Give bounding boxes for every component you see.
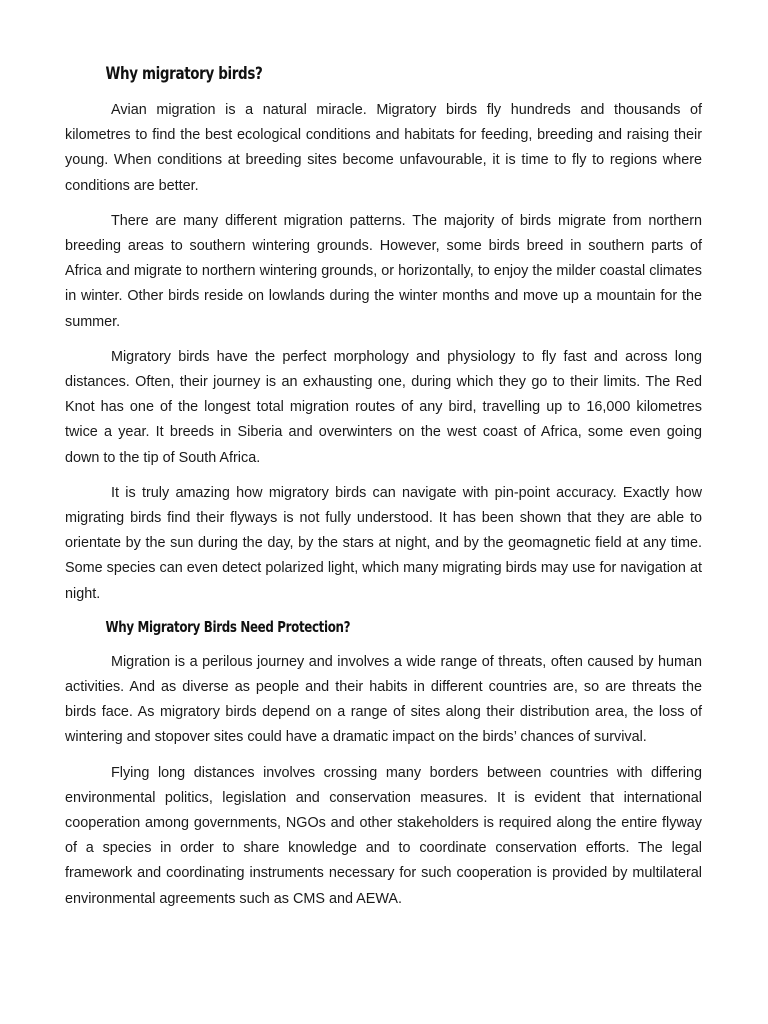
paragraph-morphology-physiology: Migratory birds have the perfect morphology and physiology to fly fast and across long distances. Often, their journey is an exhausting one, during which they go to their limits. The Red Knot has one of the longest total migration routes of any bird, travelling up to 16,000 kilometres twice a year. It breeds in Siberia and overwinters on the west coast of Africa, some even going down to the tip of South Africa. [65, 348, 702, 466]
paragraph-navigation: It is truly amazing how migratory birds can navigate with pin-point accuracy. Exactly how migrating birds find their flyways is not fully understood. It has been shown that they are able to orientate by the sun during the day, by the stars at night, and by the geomagnetic field at any time. Some species can even detect polarized light, which many migrating birds may use for navigation at night. [65, 484, 702, 602]
paragraph-international-cooperation: Flying long distances involves crossing many borders between countries with differing environmental politics, legislation and conservation measures. It is evident that international cooperation among governments, NGOs and other stakeholders is required along the entire flyway of a species in order to share knowledge and to coordinate conservation efforts. The legal framework and coordinating instruments necessary for such cooperation is provided by multilateral environmental agreements such as CMS and AEWA. [65, 764, 702, 907]
section-heading-need-protection: Why Migratory Birds Need Protection? [105, 617, 351, 636]
paragraph-perilous-journey: Migration is a perilous journey and involves a wide range of threats, often caused by human activities. And as diverse as people and their habits in different countries are, so are threats the birds face. As migratory birds depend on a range of sites along their distribution area, the loss of wintering and stopover sites could have a dramatic impact on the birds’ chances of survival. [65, 653, 702, 746]
paragraph-migration-patterns: There are many different migration patterns. The majority of birds migrate from northern breeding areas to southern wintering grounds. However, some birds breed in southern parts of Africa and migrate to northern wintering grounds, or horizontally, to enjoy the milder coastal climates in winter. Other birds reside on lowlands during the winter months and move up a mountain for the summer. [65, 212, 702, 330]
document-body [65, 60, 702, 922]
section-heading-why-migratory-birds: Why migratory birds? [105, 64, 263, 84]
paragraph-avian-migration: Avian migration is a natural miracle. Migratory birds fly hundreds and thousands of kilometres to find the best ecological conditions and habitats for feeding, breeding and raising their young. When conditions at breeding sites become unfavourable, it is time to fly to regions where conditions are better. [65, 102, 702, 194]
